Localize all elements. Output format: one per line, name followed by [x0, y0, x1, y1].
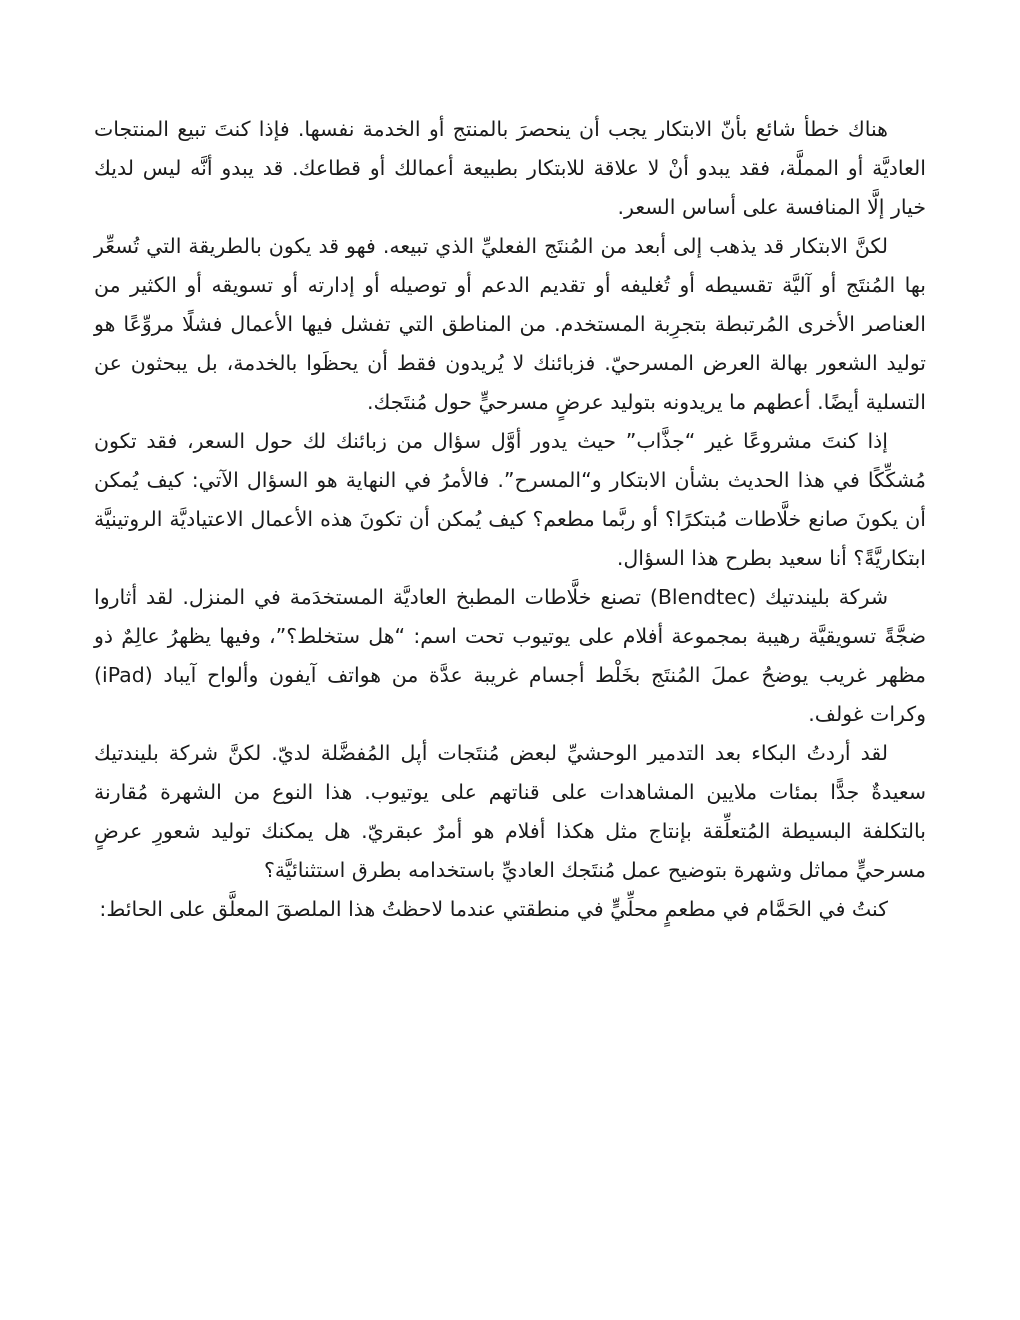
paragraph-1: هناك خطأ شائع بأنّ الابتكار يجب أن ينحصرَ بالمنتج أو الخدمة نفسها. فإذا كنتَ تبيع المنتجات العاديَّة أو المملَّة، فقد يبدو أنْ لا علاقة للابتكار بطبيعة أعمالك أو قطاعك. قد يبدو أنَّه ليس لديك خيار إلَّا المنافسة على أساس السعر. [94, 117, 926, 219]
paragraph-3: إذا كنتَ مشروعًا غير “جذَّاب” حيث يدور أوَّل سؤال من زبائنك لك حول السعر، فقد تكون مُشكِّكًا في هذا الحديث بشأن الابتكار و“المسرح”. فالأمرُ في النهاية هو السؤال الآتي: كيف يُمكن أن يكونَ صانع خلَّاطات مُبتكرًا؟ أو ربَّما مطعم؟ كيف يُمكن أن تكونَ هذه الأعمال الاعتياديَّة الروتينيَّة ابتكاريَّةً؟ أنا سعيد بطرح هذا السؤال. [94, 429, 926, 570]
body-text [94, 110, 926, 929]
paragraph-6: كنتُ في الحَمَّام في مطعمٍ محلِّيٍّ في منطقتي عندما لاحظتُ هذا الملصقَ المعلَّق على الحائط: [99, 897, 888, 921]
paragraph-4: شركة بليندتيك (Blendtec) تصنع خلَّاطات المطبخ العاديَّة المستخدَمة في المنزل. لقد أثاروا ضجَّةً تسويقيَّة رهيبة بمجموعة أفلام على يوتيوب تحت اسم: “هل ستخلط؟”، وفيها يظهرُ عالِمٌ ذو مظهر غريب يوضحُ عملَ المُنتَج بخَلْط أجسام غريبة عدَّة من هواتف آيفون وألواح آيباد (iPad) وكرات غولف. [94, 585, 926, 726]
paragraph-5: لقد أردتُ البكاء بعد التدمير الوحشيِّ لبعض مُنتَجات أپل المُفضَّلة لديّ. لكنَّ شركة بليندتيك سعيدةٌ جدًّا بمئات ملايين المشاهدات على قناتهم على يوتيوب. هذا النوع من الشهرة مُقارنة بالتكلفة البسيطة المُتعلِّقة بإنتاج مثل هكذا أفلام هو أمرٌ عبقريّ. هل يمكنك توليد شعورِ عرضٍ مسرحيٍّ مماثل وشهرة بتوضيح عمل مُنتَجك العاديِّ باستخدامه بطرق استثنائيَّة؟ [94, 741, 926, 882]
paragraph-2: لكنَّ الابتكار قد يذهب إلى أبعد من المُنتَج الفعليِّ الذي تبيعه. فهو قد يكون بالطريقة التي تُسعِّر بها المُنتَج أو آليَّة تقسيطه أو تُغليفه أو تقديم الدعم أو توصيله أو إدارته أو تسويقه أو الكثير من العناصر الأخرى المُرتبطة بتجرِبة المستخدم. من المناطق التي تفشل فيها الأعمال فشلًا مروِّعًا هو توليد الشعور بهالة العرض المسرحيّ. فزبائنك لا يُريدون فقط أن يحظَوا بالخدمة، بل يبحثون عن التسلية أيضًا. أعطهم ما يريدونه بتوليد عرضٍ مسرحيٍّ حول مُنتَجك. [94, 234, 926, 414]
